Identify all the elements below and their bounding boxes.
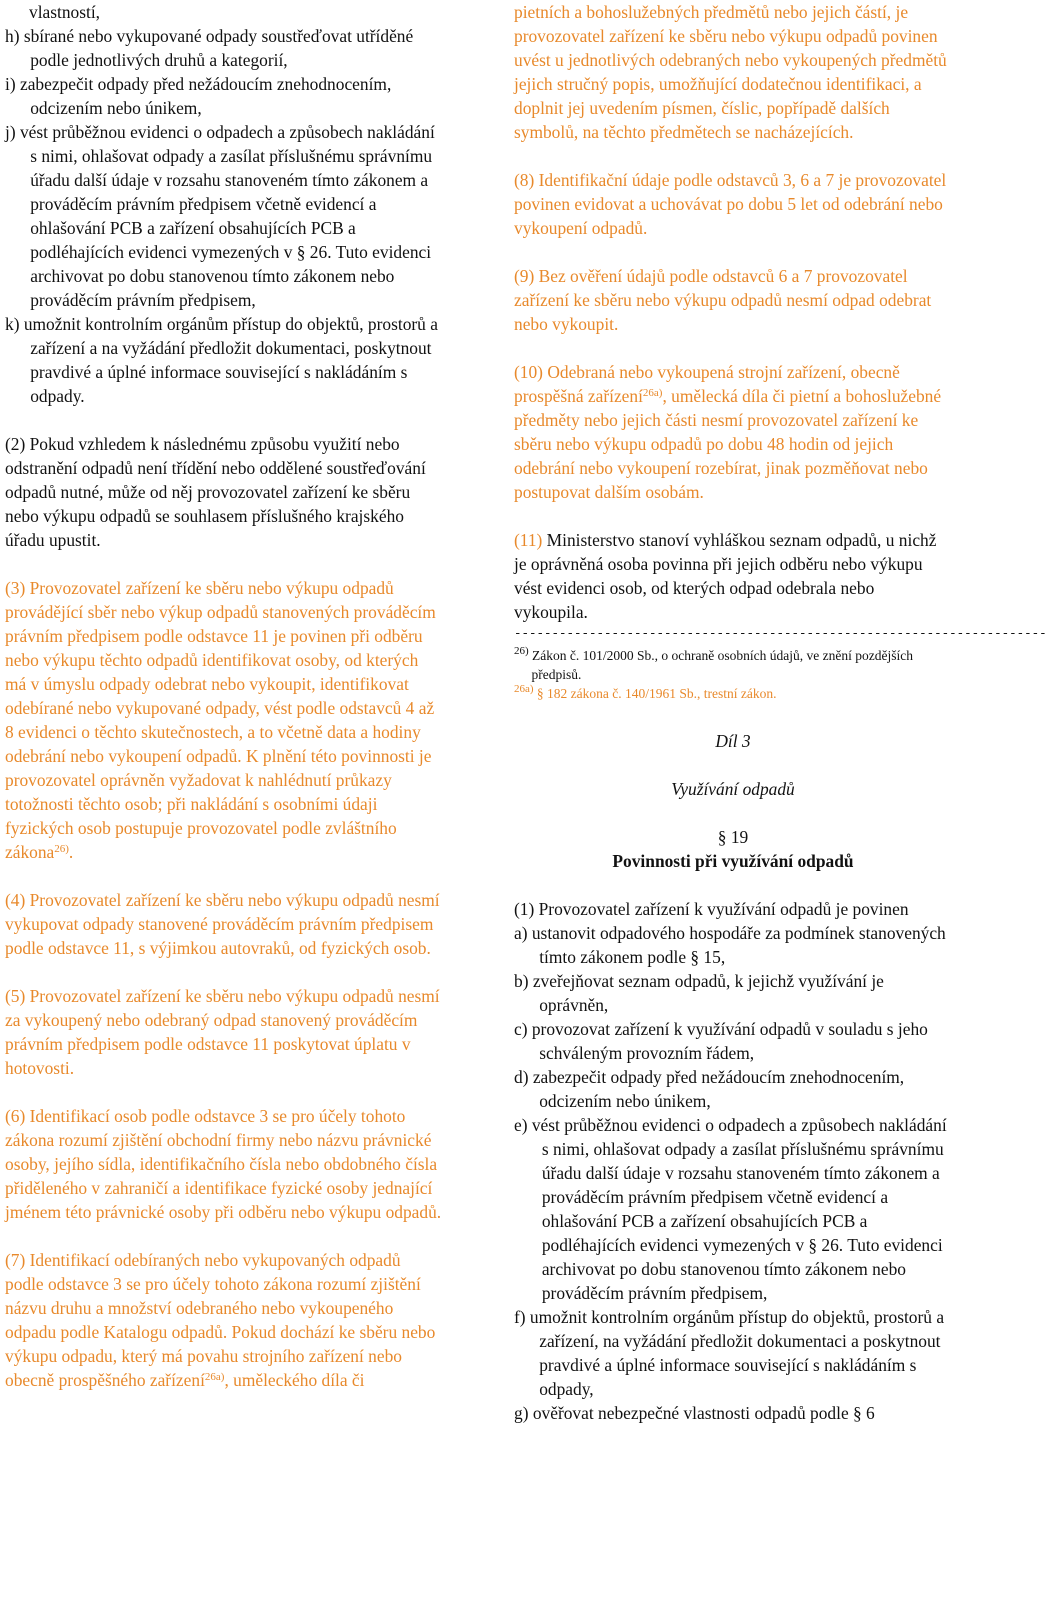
paragraph-11-number: (11) xyxy=(514,530,543,550)
paragraph-3 xyxy=(5,576,442,864)
footnote-26-text: Zákon č. 101/2000 Sb., o ochraně osobních údajů, ve znění pozdějších předpisů. xyxy=(528,648,913,682)
footnote-26 xyxy=(514,646,952,684)
item-19-d: d) zabezpečit odpady před nežádoucím znehodnocením, odcizením nebo únikem, xyxy=(514,1067,905,1111)
item-19-b: b) zveřejňovat seznam odpadů, k jejichž využívání je oprávněn, xyxy=(514,971,884,1015)
item-19-c: c) provozovat zařízení k využívání odpadů v souladu s jeho schváleným provozním řádem, xyxy=(514,1019,928,1063)
footnote-ref-26a: 26a) xyxy=(204,1371,225,1383)
item-h: h) sbírané nebo vykupované odpady soustřeďovat utříděné podle jednotlivých druhů a kategorií, xyxy=(5,26,414,70)
part-title: Využívání odpadů xyxy=(671,779,795,799)
footnote-separator: ----------------------------------------------------------------------- xyxy=(514,627,1047,641)
paragraph-6: (6) Identifikací osob podle odstavce 3 se pro účely tohoto zákona rozumí zjištění obchodní firmy nebo názvu právnické osoby, jejího sídla, identifikačního čísla nebo obdobného čísla přiděleného v zahraničí a identifikace fyzické osoby jednající jménem této právnické osoby při odběru nebo výkupu odpadů. xyxy=(5,1106,442,1222)
footnote-ref-26: 26) xyxy=(54,843,69,855)
item-19-g: g) ověřovat nebezpečné vlastnosti odpadů podle § 6 xyxy=(514,1403,875,1423)
item-i: i) zabezpečit odpady před nežádoucím znehodnocením, odcizením nebo únikem, xyxy=(5,74,392,118)
right-column xyxy=(514,0,1047,1425)
item-g-tail: vlastností, xyxy=(29,2,101,22)
paragraph-7 xyxy=(5,1248,442,1392)
paragraph-9: (9) Bez ověření údajů podle odstavců 6 a 7 provozovatel zařízení ke sběru nebo výkupu odpadů nesmí odpad odebrat nebo vykoupit. xyxy=(514,266,932,334)
paragraph-8: (8) Identifikační údaje podle odstavců 3, 6 a 7 je provozovatel povinen evidovat a uchovávat po dobu 5 let od odebrání nebo vykoupení odpadů. xyxy=(514,170,947,238)
paragraph-11-text: Ministerstvo stanoví vyhláškou seznam odpadů, u nichž je oprávněná osoba povinna při jejich odběru nebo výkupu vést evidenci osob, od kterých odpad odebrala nebo vykoupila. xyxy=(514,530,937,622)
section-number: § 19 xyxy=(717,827,749,847)
footnote-ref-26a-2: 26a) xyxy=(642,387,663,399)
item-19-a: a) ustanovit odpadového hospodáře za podmínek stanovených tímto zákonem podle § 15, xyxy=(514,923,946,967)
item-19-e: e) vést průběžnou evidenci o odpadech a způsobech nakládání s nimi, ohlašovat odpady a zasílat příslušnému správnímu úřadu další údaje v rozsahu stanoveném tímto zákonem a prováděcím právním předpisem včetně evidencí a ohlašování PCB a zařízení obsahujících PCB a podléhajících evidenci vymezených v § 26. Tuto evidenci archivovat po dobu stanovenou tímto zákonem nebo prováděcím právním předpisem, xyxy=(514,1115,947,1303)
paragraph-3-text: (3) Provozovatel zařízení ke sběru nebo výkupu odpadů provádějící sběr nebo výkup odpadů stanovených prováděcím právním předpisem podle odstavce 11 je povinen při odběru nebo výkupu těchto odpadů identifikovat osoby, od kterých má v úmyslu odpady odebrat nebo vykoupit, identifikovat odebírané nebo vykupované odpady, vést podle odstavců 4 až 8 evidenci o těchto skutečnostech, a to včetně data a hodiny odebrání nebo vykoupení odpadů. K plnění této povinnosti je provozovatel oprávněn vyžadovat k nahlédnutí průkazy totožnosti těchto osob; při nakládání s osobními údaji fyzických osob postupuje provozovatel podle zvláštního zákona xyxy=(5,578,436,862)
footnote-26-mark: 26) xyxy=(514,645,529,657)
paragraph-7-text: (7) Identifikací odebíraných nebo vykupovaných odpadů podle odstavce 3 se pro účely tohoto zákona rozumí zjištění názvu druhu a množství odebraného nebo vykoupeného odpadu podle Katalogu odpadů. Pokud dochází ke sběru nebo výkupu odpadu, který má povahu strojního zařízení nebo obecně prospěšného zařízení xyxy=(5,1250,436,1390)
paragraph-11 xyxy=(514,528,952,624)
item-19-f: f) umožnit kontrolním orgánům přístup do objektů, prostorů a zařízení, na vyžádání předložit dokumentaci a poskytnout pravdivé a úplné informace související s nakládáním s odpady, xyxy=(514,1307,945,1399)
left-column xyxy=(5,0,442,1392)
paragraph-10-text-b: , umělecká díla či pietní a bohoslužebné předměty nebo jejich části nesmí provozovatel zařízení ke sběru nebo výkupu odpadů po dobu 48 hodin od jejich odebrání nebo vykoupení rozebírat, jinak pozměňovat nebo postupovat dalším osobám. xyxy=(514,386,942,502)
paragraph-7-continuation: pietních a bohoslužebných předmětů nebo jejich částí, je provozovatel zařízení ke sběru nebo výkupu odpadů povinen uvést u jednotlivých odebraných nebo vykoupených předmětů jejich stručný popis, umožňující dodatečnou identifikaci, a doplnit jej uvedením písmen, číslic, popřípadě dalších symbolů, na těchto předmětech se nacházejících. xyxy=(514,2,947,142)
paragraph-10-text-a: (10) Odebraná nebo vykoupená strojní zařízení, obecně prospěšná zařízení xyxy=(514,362,900,406)
paragraph-10 xyxy=(514,360,952,504)
paragraph-2: (2) Pokud vzhledem k následnému způsobu využití nebo odstranění odpadů není třídění nebo oddělené soustřeďování odpadů nutné, může od něj provozovatel zařízení ke sběru nebo výkupu odpadů se souhlasem příslušného krajského úřadu upustit. xyxy=(5,434,426,550)
footnote-26a xyxy=(514,684,952,703)
section-title: Povinnosti při využívání odpadů xyxy=(612,851,854,871)
paragraph-5: (5) Provozovatel zařízení ke sběru nebo výkupu odpadů nesmí za vykoupený nebo odebraný odpad stanovený prováděcím právním předpisem podle odstavce 11 poskytovat úplatu v hotovosti. xyxy=(5,986,440,1078)
footnote-26a-mark: 26a) xyxy=(514,683,534,695)
section-19-paragraph-1: (1) Provozovatel zařízení k využívání odpadů je povinen xyxy=(514,899,909,919)
item-j: j) vést průběžnou evidenci o odpadech a způsobech nakládání s nimi, ohlašovat odpady a zasílat příslušnému správnímu úřadu další údaje v rozsahu stanoveném tímto zákonem a prováděcím právním předpisem včetně evidencí a ohlašování PCB a zařízení obsahujících PCB a podléhajících evidenci vymezených v § 26. Tuto evidenci archivovat po dobu stanovenou tímto zákonem nebo prováděcím právním předpisem, xyxy=(5,122,435,310)
item-k: k) umožnit kontrolním orgánům přístup do objektů, prostorů a zařízení a na vyžádání předložit dokumentaci, poskytnout pravdivé a úplné informace související s nakládáním s odpady. xyxy=(5,314,438,406)
part-heading: Díl 3 xyxy=(715,731,751,751)
paragraph-7-end: , uměleckého díla či xyxy=(224,1370,365,1390)
paragraph-4: (4) Provozovatel zařízení ke sběru nebo výkupu odpadů nesmí vykupovat odpady stanovené prováděcím právním předpisem podle odstavce 11, s výjimkou autovraků, od fyzických osob. xyxy=(5,890,440,958)
footnote-26a-text: § 182 zákona č. 140/1961 Sb., trestní zákon. xyxy=(533,686,777,701)
paragraph-3-end: . xyxy=(68,842,74,862)
